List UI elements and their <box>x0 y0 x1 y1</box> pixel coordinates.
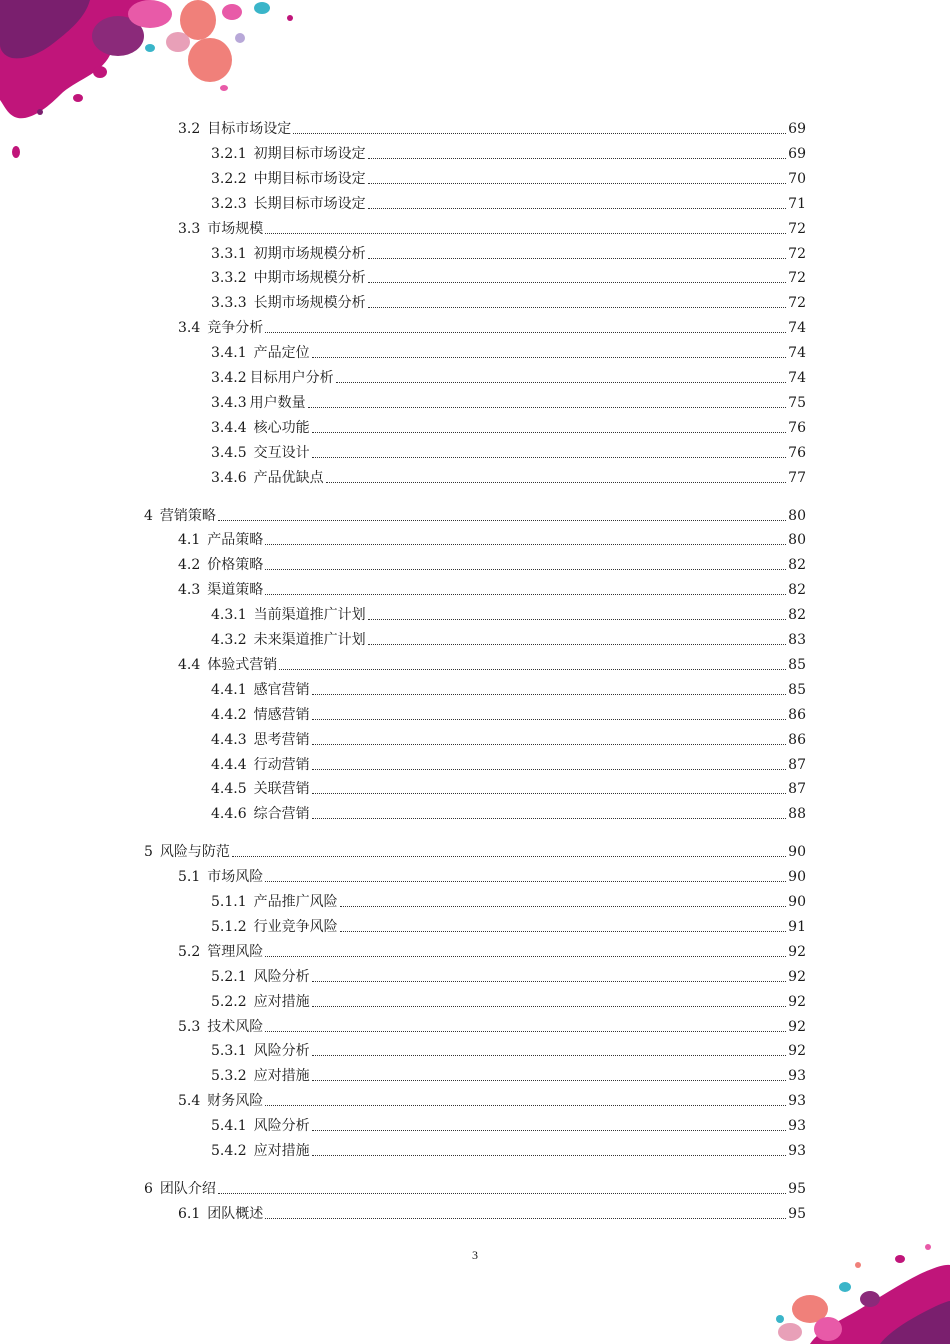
toc-dot-leader <box>312 793 787 794</box>
toc-entry-page: 90 <box>788 894 806 910</box>
toc-dot-leader <box>265 594 786 595</box>
toc-entry[interactable] <box>211 989 806 1011</box>
toc-entry-page: 74 <box>788 345 806 362</box>
toc-dot-leader <box>279 669 786 670</box>
toc-entry-number: 3.4 <box>178 320 201 337</box>
toc-dot-leader <box>326 482 787 483</box>
toc-entry-number: 5.4 <box>178 1093 201 1110</box>
toc-entry[interactable] <box>211 290 806 312</box>
toc-entry-page: 74 <box>788 320 806 337</box>
toc-entry-title: 综合营销 <box>253 806 310 823</box>
toc-dot-leader <box>368 258 787 259</box>
toc-entry[interactable] <box>211 889 806 911</box>
toc-entry-title: 产品定位 <box>253 345 310 362</box>
toc-dot-leader <box>336 382 787 383</box>
toc-entry[interactable] <box>211 340 806 362</box>
toc-entry[interactable] <box>178 216 806 238</box>
toc-dot-leader <box>368 158 787 159</box>
toc-entry-page: 87 <box>788 756 806 773</box>
toc-entry-number: 3.4.4 <box>211 419 247 436</box>
toc-entry[interactable] <box>211 141 806 163</box>
toc-entry-title: 关联营销 <box>253 781 310 798</box>
toc-entry-number: 3.2.1 <box>211 145 247 162</box>
toc-entry[interactable] <box>211 1138 806 1160</box>
toc-dot-leader <box>340 931 787 932</box>
toc-dot-leader <box>368 282 787 283</box>
toc-entry[interactable] <box>211 727 806 749</box>
toc-entry-title: 团队概述 <box>207 1205 264 1222</box>
toc-entry-title: 中期市场规模分析 <box>253 270 366 287</box>
toc-dot-leader <box>312 1155 787 1156</box>
toc-entry-page: 87 <box>788 781 806 798</box>
toc-entry-title: 当前渠道推广计划 <box>253 607 366 624</box>
toc-entry[interactable] <box>211 677 806 699</box>
toc-entry-number: 4.4.1 <box>211 681 247 698</box>
toc-entry-page: 85 <box>788 681 806 698</box>
toc-entry-title: 风险分析 <box>253 1118 310 1135</box>
toc-entry-page: 80 <box>788 532 806 549</box>
toc-dot-leader <box>232 856 786 857</box>
toc-entry-title: 应对措施 <box>253 1143 310 1159</box>
toc-entry-number: 5.1.1 <box>211 894 247 910</box>
toc-entry-page: 74 <box>788 370 806 386</box>
toc-dot-leader <box>340 906 787 907</box>
toc-dot-leader <box>368 644 787 645</box>
toc-entry-number: 4.4.3 <box>211 731 247 748</box>
toc-dot-leader <box>312 457 787 458</box>
toc-dot-leader <box>312 818 787 819</box>
toc-entry-title: 管理风险 <box>207 943 264 960</box>
toc-entry-page: 82 <box>788 557 806 574</box>
toc-entry[interactable] <box>211 1038 806 1060</box>
toc-entry[interactable] <box>211 702 806 724</box>
toc-entry-number: 6 <box>144 1180 153 1197</box>
toc-entry-number: 4.1 <box>178 532 201 549</box>
toc-dot-leader <box>312 744 787 745</box>
toc-entry-page: 75 <box>788 394 806 411</box>
toc-dot-leader <box>312 769 787 770</box>
toc-entry-title: 技术风险 <box>207 1018 264 1035</box>
toc-entry-title: 风险与防范 <box>159 844 230 861</box>
toc-entry[interactable] <box>211 1113 806 1135</box>
toc-entry-page: 93 <box>788 1068 806 1085</box>
toc-dot-leader <box>265 956 786 957</box>
toc-entry-page: 80 <box>788 507 806 524</box>
toc-entry-number: 5.1 <box>178 869 201 886</box>
toc-entry-page: 86 <box>788 731 806 748</box>
toc-entry-title: 产品策略 <box>207 532 264 549</box>
toc-entry-number: 4.3 <box>178 582 201 599</box>
toc-dot-leader <box>312 719 787 720</box>
toc-entry-number: 5 <box>144 844 153 861</box>
toc-entry[interactable] <box>211 752 806 774</box>
toc-entry-number: 5.4.2 <box>211 1143 247 1159</box>
toc-entry[interactable] <box>211 265 806 287</box>
toc-entry-number: 3.2 <box>178 121 201 137</box>
toc-entry[interactable] <box>211 776 806 798</box>
toc-entry[interactable] <box>211 602 806 624</box>
toc-entry-title: 渠道策略 <box>207 582 264 599</box>
toc-dot-leader <box>312 432 787 433</box>
toc-entry[interactable] <box>211 166 806 188</box>
toc-entry-title: 营销策略 <box>159 507 216 524</box>
toc-entry-number: 3.3.3 <box>211 295 247 312</box>
toc-entry-title: 中期目标市场设定 <box>253 170 366 187</box>
toc-entry-title: 情感营销 <box>253 706 310 723</box>
toc-entry-title: 感官营销 <box>253 681 310 698</box>
toc-entry[interactable] <box>144 839 806 861</box>
toc-dot-leader <box>265 544 786 545</box>
toc-entry-number: 3.4.2 <box>211 370 247 386</box>
toc-entry-title: 长期市场规模分析 <box>253 295 366 312</box>
toc-entry[interactable] <box>211 964 806 986</box>
toc-entry[interactable] <box>211 440 806 462</box>
toc-dot-leader <box>265 332 786 333</box>
toc-entry[interactable] <box>178 552 806 574</box>
toc-entry-number: 4.4.5 <box>211 781 247 798</box>
toc-entry[interactable] <box>211 914 806 936</box>
toc-entry-number: 3.2.2 <box>211 170 247 187</box>
toc-entry-number: 4.2 <box>178 557 201 574</box>
toc-entry-title: 核心功能 <box>253 419 310 436</box>
toc-entry-number: 6.1 <box>178 1205 201 1222</box>
toc-dot-leader <box>218 520 786 521</box>
toc-entry-number: 5.2 <box>178 943 201 960</box>
toc-dot-leader <box>368 619 787 620</box>
toc-entry-page: 93 <box>788 1118 806 1135</box>
toc-entry-page: 72 <box>788 270 806 287</box>
toc-entry-number: 3.2.3 <box>211 195 247 212</box>
toc-entry-title: 应对措施 <box>253 1068 310 1085</box>
toc-dot-leader <box>312 1006 787 1007</box>
toc-entry-title: 财务风险 <box>207 1093 264 1110</box>
toc-entry-title: 初期目标市场设定 <box>253 145 366 162</box>
toc-entry-page: 90 <box>788 869 806 886</box>
toc-entry-page: 90 <box>788 844 806 861</box>
toc-dot-leader <box>312 1055 787 1056</box>
toc-entry-number: 5.2.1 <box>211 968 247 985</box>
toc-entry-number: 4.4.4 <box>211 756 247 773</box>
toc-entry-title: 团队介绍 <box>159 1180 216 1197</box>
toc-entry-page: 83 <box>788 632 806 648</box>
toc-entry[interactable] <box>211 365 806 387</box>
toc-entry-page: 88 <box>788 806 806 823</box>
toc-entry-page: 92 <box>788 968 806 985</box>
toc-entry[interactable] <box>178 116 806 138</box>
toc-entry-page: 93 <box>788 1143 806 1159</box>
toc-entry-page: 69 <box>788 121 806 137</box>
toc-entry-title: 市场风险 <box>207 869 264 886</box>
toc-entry-title: 风险分析 <box>253 968 310 985</box>
toc-entry-title: 价格策略 <box>207 557 264 574</box>
toc-entry[interactable] <box>178 1201 806 1223</box>
toc-entry[interactable] <box>178 315 806 337</box>
toc-entry[interactable] <box>211 1063 806 1085</box>
toc-dot-leader <box>218 1193 786 1194</box>
toc-entry-title: 交互设计 <box>253 444 310 461</box>
toc-entry[interactable] <box>211 465 806 487</box>
toc-entry[interactable] <box>211 241 806 263</box>
toc-dot-leader <box>293 133 786 134</box>
toc-entry-page: 72 <box>788 245 806 262</box>
toc-dot-leader <box>265 1218 786 1219</box>
toc-entry[interactable] <box>178 864 806 886</box>
toc-entry-title: 应对措施 <box>253 993 310 1010</box>
toc-entry[interactable] <box>178 939 806 961</box>
toc-entry[interactable] <box>178 527 806 549</box>
toc-entry-number: 3.4.6 <box>211 469 247 486</box>
toc-entry[interactable] <box>178 652 806 674</box>
toc-entry-number: 4.3.1 <box>211 607 247 624</box>
toc-dot-leader <box>265 569 786 570</box>
toc-entry-page: 82 <box>788 607 806 624</box>
toc-entry-page: 72 <box>788 295 806 312</box>
toc-entry-page: 70 <box>788 170 806 187</box>
toc-entry-page: 76 <box>788 444 806 461</box>
toc-entry[interactable] <box>211 801 806 823</box>
toc-entry-page: 76 <box>788 419 806 436</box>
toc-entry-title: 风险分析 <box>253 1043 310 1060</box>
toc-dot-leader <box>265 881 786 882</box>
toc-entry-number: 3.3.2 <box>211 270 247 287</box>
toc-entry-title: 思考营销 <box>253 731 310 748</box>
toc-entry-title: 体验式营销 <box>207 656 278 673</box>
toc-dot-leader <box>368 307 787 308</box>
toc-entry-number: 4.4.2 <box>211 706 247 723</box>
toc-entry-title: 产品推广风险 <box>253 894 338 910</box>
toc-entry-title: 行业竞争风险 <box>253 918 338 935</box>
toc-entry-page: 69 <box>788 145 806 162</box>
toc-entry-number: 5.1.2 <box>211 918 247 935</box>
toc-dot-leader <box>265 1105 786 1106</box>
toc-entry-title: 行动营销 <box>253 756 310 773</box>
toc-entry-number: 5.4.1 <box>211 1118 247 1135</box>
toc-entry-number: 3.3.1 <box>211 245 247 262</box>
toc-entry-page: 95 <box>788 1180 806 1197</box>
toc-entry-number: 5.2.2 <box>211 993 247 1010</box>
toc-entry-page: 91 <box>788 918 806 935</box>
toc-entry-page: 86 <box>788 706 806 723</box>
toc-entry-number: 3.3 <box>178 220 201 237</box>
toc-entry[interactable] <box>178 1014 806 1036</box>
toc-entry[interactable] <box>178 1088 806 1110</box>
toc-entry-number: 3.4.3 <box>211 394 247 411</box>
toc-entry-title: 市场规模 <box>207 220 264 237</box>
toc-entry-title: 目标用户分析 <box>249 370 334 386</box>
toc-entry-title: 目标市场设定 <box>207 121 292 137</box>
toc-entry-page: 93 <box>788 1093 806 1110</box>
toc-entry-title: 产品优缺点 <box>253 469 324 486</box>
toc-dot-leader <box>312 357 787 358</box>
toc-dot-leader <box>368 183 787 184</box>
toc-entry-title: 未来渠道推广计划 <box>253 632 366 648</box>
toc-entry-number: 4.4.6 <box>211 806 247 823</box>
toc-dot-leader <box>312 981 787 982</box>
toc-dot-leader <box>265 233 786 234</box>
toc-entry-page: 71 <box>788 195 806 212</box>
toc-entry[interactable] <box>211 191 806 213</box>
toc-entry-page: 92 <box>788 1018 806 1035</box>
toc-entry-number: 4.3.2 <box>211 632 247 648</box>
toc-entry[interactable] <box>211 390 806 412</box>
toc-entry-title: 用户数量 <box>249 394 306 411</box>
toc-dot-leader <box>312 694 787 695</box>
toc-entry-number: 5.3 <box>178 1018 201 1035</box>
toc-entry-page: 72 <box>788 220 806 237</box>
toc-entry-number: 4.4 <box>178 656 201 673</box>
toc-entry-page: 92 <box>788 1043 806 1060</box>
toc-entry-page: 82 <box>788 582 806 599</box>
toc-entry-title: 长期目标市场设定 <box>253 195 366 212</box>
toc-entry-title: 初期市场规模分析 <box>253 245 366 262</box>
toc-entry[interactable] <box>211 415 806 437</box>
toc-entry-number: 5.3.1 <box>211 1043 247 1060</box>
toc-entry-number: 4 <box>144 507 153 524</box>
toc-entry-page: 85 <box>788 656 806 673</box>
page-number: 3 <box>472 1248 478 1262</box>
toc-dot-leader <box>265 1031 786 1032</box>
toc-entry-page: 95 <box>788 1205 806 1222</box>
toc-entry-title: 竞争分析 <box>207 320 264 337</box>
toc-entry-page: 92 <box>788 993 806 1010</box>
toc-entry[interactable] <box>211 627 806 649</box>
toc-entry[interactable] <box>144 503 806 525</box>
toc-entry[interactable] <box>178 577 806 599</box>
toc-entry-number: 3.4.1 <box>211 345 247 362</box>
toc-entry-number: 3.4.5 <box>211 444 247 461</box>
toc-dot-leader <box>368 208 787 209</box>
toc-dot-leader <box>312 1080 787 1081</box>
toc-entry-number: 5.3.2 <box>211 1068 247 1085</box>
toc-entry[interactable] <box>144 1176 806 1198</box>
toc-entry-page: 92 <box>788 943 806 960</box>
toc-entry-page: 77 <box>788 469 806 486</box>
toc-dot-leader <box>312 1130 787 1131</box>
toc-dot-leader <box>308 407 787 408</box>
